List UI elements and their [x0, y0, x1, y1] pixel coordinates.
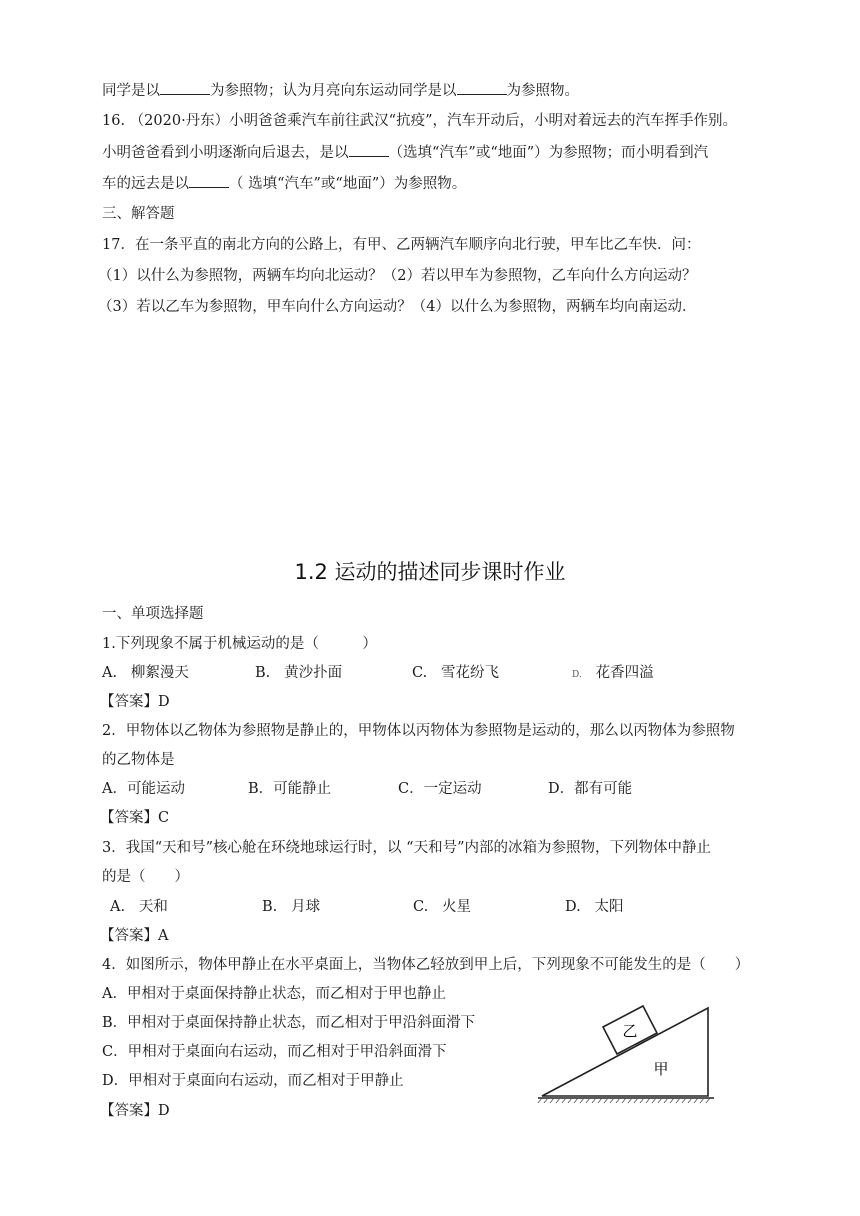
option-label: B.: [262, 899, 278, 915]
option-label: D.: [565, 899, 581, 915]
q17-line2: （1）以什么为参照物，两辆车均向北运动？（2）若以甲车为参照物，乙车向什么方向运动？: [98, 268, 697, 284]
option-text: 火星: [442, 899, 472, 915]
q16-text-2a: 小明爸爸看到小明逐渐向后退去，是以: [102, 145, 349, 161]
q3-option-b[interactable]: [262, 897, 320, 917]
option-text: 月球: [291, 899, 321, 915]
q1-option-d[interactable]: [572, 663, 654, 685]
q15-tail: [102, 80, 579, 101]
q3-line2: 的是（ ）: [102, 869, 189, 885]
q2-option-c[interactable]: C．一定运动: [398, 781, 482, 797]
q16-line3: [102, 173, 466, 194]
q17-line1: 17．在一条平直的南北方向的公路上，有甲、乙两辆汽车顺序向北行驶，甲车比乙车快．问：: [102, 237, 701, 253]
q4-option-d[interactable]: D．甲相对于桌面向右运动，而乙相对于甲静止: [102, 1073, 404, 1089]
section-heading-3: 三、解答题: [102, 206, 175, 222]
q17-line3: （3）若以乙车为参照物，甲车向什么方向运动？（4）以什么为参照物，两辆车均向南运动．: [98, 299, 697, 315]
section-heading-1: 一、单项选择题: [102, 606, 204, 622]
q3-line1: 3．我国“天和号”核心舱在环绕地球运行时，以 “天和号”内部的冰箱为参照物，下列物体中静止: [102, 840, 711, 856]
answer-blank[interactable]: [160, 80, 210, 95]
wedge-jia-label: 甲: [653, 1060, 669, 1078]
q4-stem: 4．如图所示，物体甲静止在水平桌面上，当物体乙轻放到甲上后，下列现象不可能发生的是（ ）: [102, 957, 750, 973]
q3-option-c[interactable]: [413, 897, 471, 917]
q2-option-d[interactable]: D．都有可能: [548, 781, 633, 797]
option-text: 太阳: [594, 899, 624, 915]
option-text: 柳絮漫天: [130, 665, 189, 681]
q2-option-a[interactable]: A．可能运动: [102, 781, 185, 797]
option-label: A.: [110, 899, 126, 915]
q2-line1: 2．甲物体以乙物体为参照物是静止的，甲物体以丙物体为参照物是运动的，那么以丙物体为参照物: [102, 723, 735, 739]
option-label: C.: [413, 899, 429, 915]
option-text: 花香四溢: [595, 665, 654, 681]
q2-option-b[interactable]: B．可能静止: [248, 781, 332, 797]
q4-option-a[interactable]: A．甲相对于桌面保持静止状态，而乙相对于甲也静止: [102, 986, 446, 1002]
document-title: 1.2 运动的描述同步课时作业: [294, 560, 566, 584]
q4-option-c[interactable]: C．甲相对于桌面向右运动，而乙相对于甲沿斜面滑下: [102, 1044, 447, 1060]
q4-option-b[interactable]: B．甲相对于桌面保持静止状态，而乙相对于甲沿斜面滑下: [102, 1015, 476, 1031]
answer-blank[interactable]: [189, 173, 229, 188]
q16-text-3a: 车的远去是以: [102, 176, 189, 192]
q3-option-d[interactable]: [565, 897, 624, 917]
q15-text-a: 同学是以: [102, 83, 160, 99]
q1-option-b[interactable]: [255, 663, 342, 683]
q16-text-3b: （ 选填“汽车”或“地面”）为参照物。: [229, 176, 467, 192]
q1-answer: 【答案】D: [100, 694, 170, 710]
answer-blank[interactable]: [457, 80, 507, 95]
option-text: 雪花纷飞: [441, 665, 500, 681]
q16-text-2b: （选填“汽车”或“地面”）为参照物；而小明看到汽: [388, 145, 709, 161]
q16-line1: 16. （2020·丹东）小明爸爸乘汽车前往武汉“抗疫”，汽车开动后，小明对着远去的汽车挥手作别。: [102, 113, 738, 129]
option-label: D.: [572, 670, 582, 680]
q1-option-a[interactable]: [102, 663, 189, 683]
q15-text-c: 为参照物。: [506, 83, 579, 99]
block-yi-label: 乙: [622, 1022, 638, 1040]
q16-line2: [102, 142, 708, 163]
q1-stem: 1.下列现象不属于机械运动的是（ ）: [102, 636, 377, 652]
q2-line2: 的乙物体是: [102, 752, 175, 768]
option-text: 黄沙扑面: [284, 665, 343, 681]
option-label: B.: [255, 665, 271, 681]
q1-option-c[interactable]: [412, 663, 499, 683]
q2-answer: 【答案】C: [100, 810, 170, 826]
incline-figure: [536, 990, 736, 1104]
option-text: 天和: [138, 899, 168, 915]
option-label: A.: [102, 665, 118, 681]
answer-blank[interactable]: [349, 142, 389, 157]
q4-answer: 【答案】D: [100, 1103, 170, 1119]
q3-answer: 【答案】A: [100, 928, 169, 944]
option-label: C.: [412, 665, 428, 681]
q3-option-a[interactable]: [110, 897, 168, 917]
q15-text-b: 为参照物；认为月亮向东运动同学是以: [210, 83, 457, 99]
